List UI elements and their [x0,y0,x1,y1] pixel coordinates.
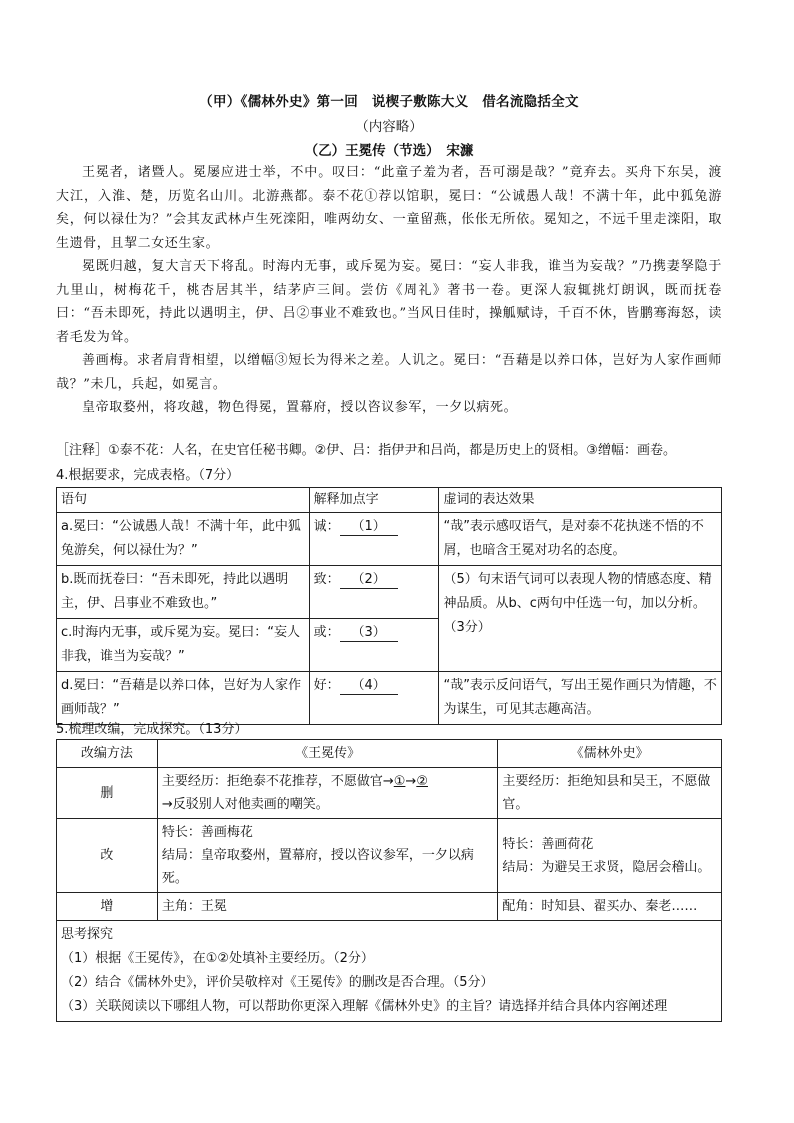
header-rulin: 《儒林外史》 [498,740,722,768]
method-cell: 改 [57,819,158,893]
sentence-cell: c.时海内无事，或斥冕为妄。冕曰：“妄人非我，谁当为妄哉？” [57,619,310,672]
effect-cell: （5）句末语气词可以表现人物的情感态度、精神品质。从b、c两句中任选一句，加以分析。（3分） [439,566,722,672]
answer-blank[interactable]: ① [393,774,406,789]
table-row [57,819,722,893]
think-cell [57,921,722,1022]
header-effect: 虚词的表达效果 [439,488,722,513]
rulin-cell: 特长：善画荷花 结局：为避吴王求贤，隐居会稽山。 [498,819,722,893]
think-question: （2）结合《儒林外史》，评价吴敬梓对《王冕传》的删改是否合理。（5分） [61,975,494,990]
word-cell: 或： （3） [309,619,439,672]
passage-jia-title: （甲）《儒林外史》第一回 说楔子敷陈大义 借名流隐括全文 [199,94,579,110]
sentence-cell: b.既而抚卷曰：“吾未即死，持此以遇明主，伊、吕事业不难致也。” [57,566,310,619]
think-question: （1）根据《王冕传》，在①②处填补主要经历。（2分） [61,951,374,966]
table-header-row [57,488,722,513]
content-omitted-note: （内容略） [355,119,423,135]
wangmian-passage [56,161,722,420]
passage-paragraph: 善画梅。求者肩背相望，以缯幅③短长为得米之差。人讥之。冕曰：“吾藉是以养口体，岂好为人家作画师哉？”未几，兵起，如冕言。 [56,353,722,392]
method-cell: 删 [57,768,158,819]
header-word: 解释加点字 [309,488,439,513]
word-cell: 好： （4） [309,672,439,725]
table-row [57,672,722,725]
think-question: （3）关联阅读以下哪组人物，可以帮助你更深入理解《儒林外史》的主旨？请选择并结合具体内容阐述理 [61,999,668,1014]
passage-yi-title: （乙）王冕传（节选） 宋濂 [304,143,474,159]
sentence-cell: d.冕曰：“吾藉是以养口体，岂好为人家作画师哉？” [57,672,310,725]
table-header-row [57,740,722,768]
rulin-cell: 配角：时知县、翟买办、秦老…… [498,893,722,921]
passage-paragraph: 王冕者，诸暨人。冕屡应进士举，不中。叹曰：“此童子羞为者，吾可溺是哉？”竟弃去。买舟下东吴，渡大江，入淮、楚，历览名山川。北游燕都。泰不花①荐以馆职，冕曰：“公诚愚人哉！不满十年，此中狐兔游矣，何以禄仕为？”会其友武林卢生死滦阳，唯两幼女、一童留燕，伥伥无所依。冕知之，不远千里走滦阳，取生遗骨，且挈二女还生家。 [56,165,722,251]
word-cell: 诚： （1） [309,513,439,566]
header-sentence: 语句 [57,488,310,513]
passage-paragraph: 冕既归越，复大言天下将乱。时海内无事，或斥冕为妄。冕曰：“妄人非我，谁当为妄哉？”乃携妻孥隐于九里山，树梅花千，桃杏居其半，结茅庐三间。尝仿《周礼》著书一卷。更深人寂辄挑灯朗讽，既而抚卷曰：“吾未即死，持此以遇明主，伊、吕②事业不难致也。”当风日佳时，操觚赋诗，千百不休，皆鹏骞海怒，读者毛发为耸。 [56,259,722,345]
word-cell: 致： （2） [309,566,439,619]
question-5-table [56,739,722,1022]
table-row [57,566,722,619]
wangmian-cell: 特长：善画梅花 结局：皇帝取婺州，置幕府，授以咨议参军，一夕以病死。 [157,819,497,893]
question-4-table [56,487,722,725]
question-5-heading: 5.梳理改编，完成探究。（13分） [56,722,248,737]
annotation-notes: ［注释］①泰不花：人名，在史官任秘书卿。②伊、吕：指伊尹和吕尚，都是历史上的贤相。③缯幅：画卷。 [56,443,676,458]
effect-cell: “哉”表示反问语气，写出王冕作画只为情趣，不为谋生，可见其志趣高洁。 [439,672,722,725]
answer-blank[interactable]: （3） [340,625,398,642]
table-row [57,513,722,566]
passage-paragraph: 皇帝取婺州，将攻越，物色得冕，置幕府，授以咨议参军，一夕以病死。 [82,400,518,415]
table-row [57,768,722,819]
think-row [57,921,722,1022]
answer-blank[interactable]: （2） [340,572,398,589]
think-title: 思考探究 [61,927,114,942]
wangmian-cell: 主要经历：拒绝泰不花推荐，不愿做官→①→② →反驳别人对他卖画的嘲笑。 [157,768,497,819]
rulin-cell: 主要经历：拒绝知县和吴王，不愿做官。 [498,768,722,819]
wangmian-cell: 主角：王冕 [157,893,497,921]
table-row [57,893,722,921]
answer-blank[interactable]: ② [416,774,428,789]
header-wangmian: 《王冕传》 [157,740,497,768]
sentence-cell: a.冕曰：“公诚愚人哉！不满十年，此中狐兔游矣，何以禄仕为？” [57,513,310,566]
header-method: 改编方法 [57,740,158,768]
answer-blank[interactable]: （1） [340,519,398,536]
method-cell: 增 [57,893,158,921]
effect-cell: “哉”表示感叹语气，是对泰不花执迷不悟的不屑，也暗含王冕对功名的态度。 [439,513,722,566]
answer-blank[interactable]: （4） [340,678,398,695]
question-4-heading: 4.根据要求，完成表格。（7分） [56,468,240,483]
